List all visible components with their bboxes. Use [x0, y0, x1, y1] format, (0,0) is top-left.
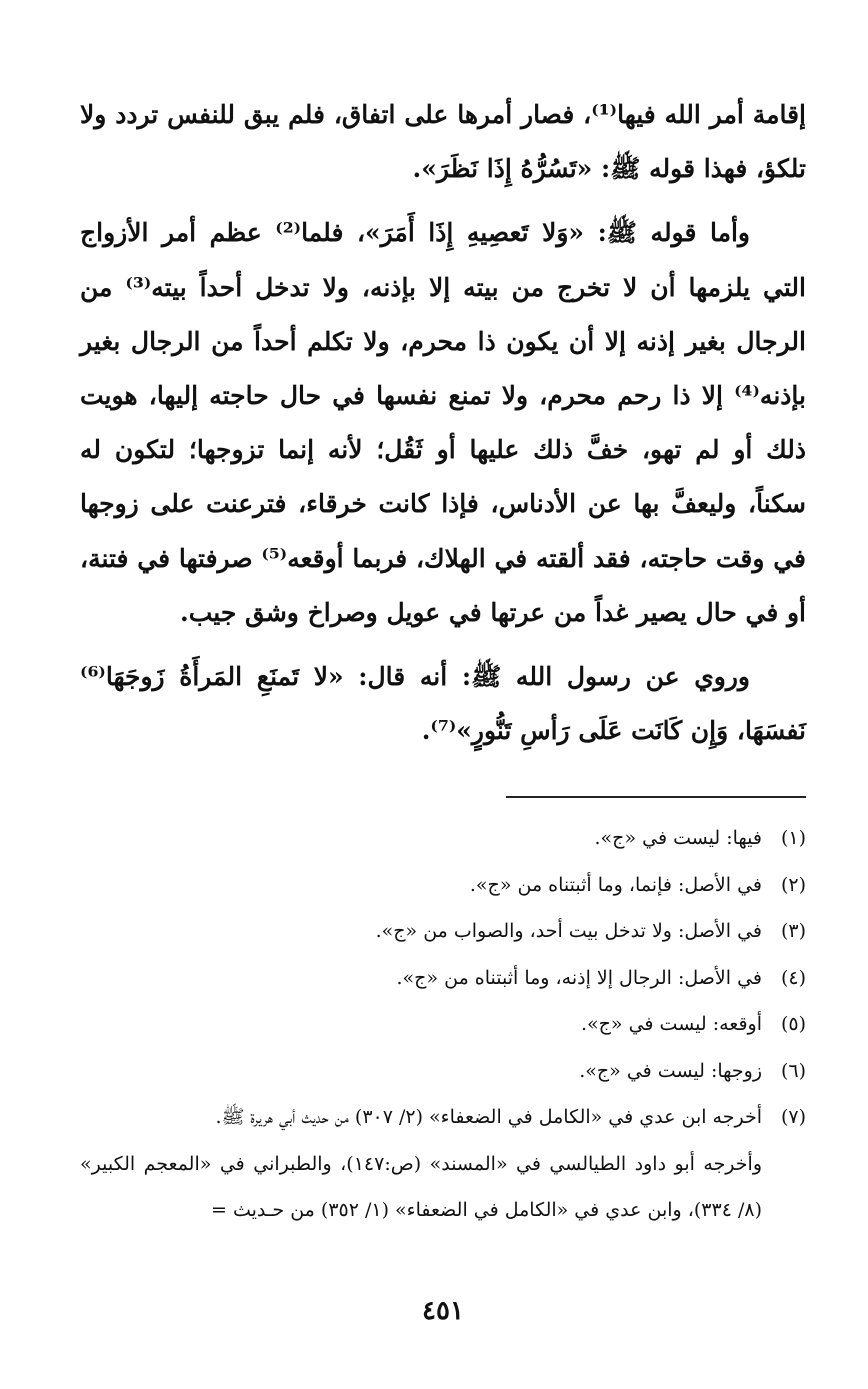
- body-paragraph-2: وأما قوله ﷺ: «وَلا تَعصِيهِ إِذَا أَمَرَ»، فلما⁽²⁾ عظم أمر الأزواج التي يلزمها أن لا تخرج من بيته إلا بإذنه، ولا تدخل أحداً بيته⁽³⁾ من الرجال بغير إذنه إلا أن يكون ذا محرم، ولا تكلم أحداً من الرجال بغير بإذنه⁽⁴⁾ إلا ذا رحم محرم، ولا تمنع نفسها في حال حاجته إليها، هويت ذلك أو لم تهو، خفَّ ذلك عليها أو ثَقُل؛ لأنه إنما تزوجها؛ لتكون له سكناً، وليعفَّ بها عن الأدناس، فإذا كانت خرقاء، فترعنت على زوجها في وقت حاجته، فقد ألقته في الهلاك، فربما أوقعه⁽⁵⁾ صرفتها في فتنة، أو في حال يصير غداً من عرتها في عويل وصراخ وشق جيب.: [80, 218, 807, 627]
- footnote-text: فيها: ليست في «ج».: [594, 827, 762, 849]
- footnote-number: (١): [780, 827, 806, 849]
- footnote-divider: [506, 796, 806, 798]
- footnote-text: أوقعه: ليست في «ج».: [580, 1013, 762, 1035]
- footnote-number: (٣): [780, 920, 806, 942]
- footnote-text: في الأصل: ولا تدخل بيت أحد، والصواب من «ج».: [375, 920, 762, 942]
- footnote-number: (٢): [780, 873, 806, 896]
- footnote-number: (٤): [780, 966, 806, 989]
- main-text-block: [80, 88, 806, 758]
- footnote-3: [80, 908, 806, 955]
- footnote-1: [80, 815, 806, 862]
- footnote-continuation-text: وأخرجه أبو داود الطيالسي في «المسند» (ص:١٤٧)، والطبراني في «المعجم الكبير» (٨/ ٣٣٤)، وابن عدي في «الكامل في الضعفاء» (١/ ٣٥٢) من حـديث =: [80, 1152, 762, 1221]
- footnotes-section: [80, 815, 806, 1234]
- body-paragraph-1: إقامة أمر الله فيها⁽¹⁾، فصار أمرها على اتفاق، فلم يبق للنفس تردد ولا تلكؤ، فهذا قوله ﷺ: «تَسُرُّهُ إِذَا نَظَرَ».: [80, 100, 806, 184]
- footnote-7-continuation: [80, 1141, 806, 1234]
- footnote-5: [80, 1001, 806, 1048]
- footnote-number: (٧): [780, 1106, 806, 1128]
- footnote-number: (٥): [780, 1013, 806, 1035]
- footnote-text: أخرجه ابن عدي في «الكامل في الضعفاء» (٢/ ٣٠٧) من حديث أبي هريرة ﷺ.: [215, 1106, 762, 1128]
- footnote-text: زوجها: ليست في «ج».: [579, 1059, 762, 1082]
- book-page: [80, 88, 806, 1349]
- footnote-6: [80, 1048, 806, 1095]
- footnote-number: (٦): [780, 1059, 806, 1082]
- footnote-text: في الأصل: فإنما، وما أثبتناه من «ج».: [469, 873, 762, 896]
- footnote-7: [80, 1094, 806, 1141]
- footnote-text: في الأصل: الرجال إلا إذنه، وما أثبتناه من «ج».: [396, 966, 762, 989]
- page-number: ٤٥١: [422, 1296, 464, 1326]
- footnote-2: [80, 862, 806, 909]
- footnote-4: [80, 955, 806, 1002]
- body-paragraph-3: وروي عن رسول الله ﷺ: أنه قال: «لا تَمنَعِ المَرأَةُ زَوجَهَا⁽⁶⁾ نَفسَهَا، وَإِن كَانَت عَلَى رَأسِ تَنُّورٍ»⁽⁷⁾.: [80, 662, 806, 746]
